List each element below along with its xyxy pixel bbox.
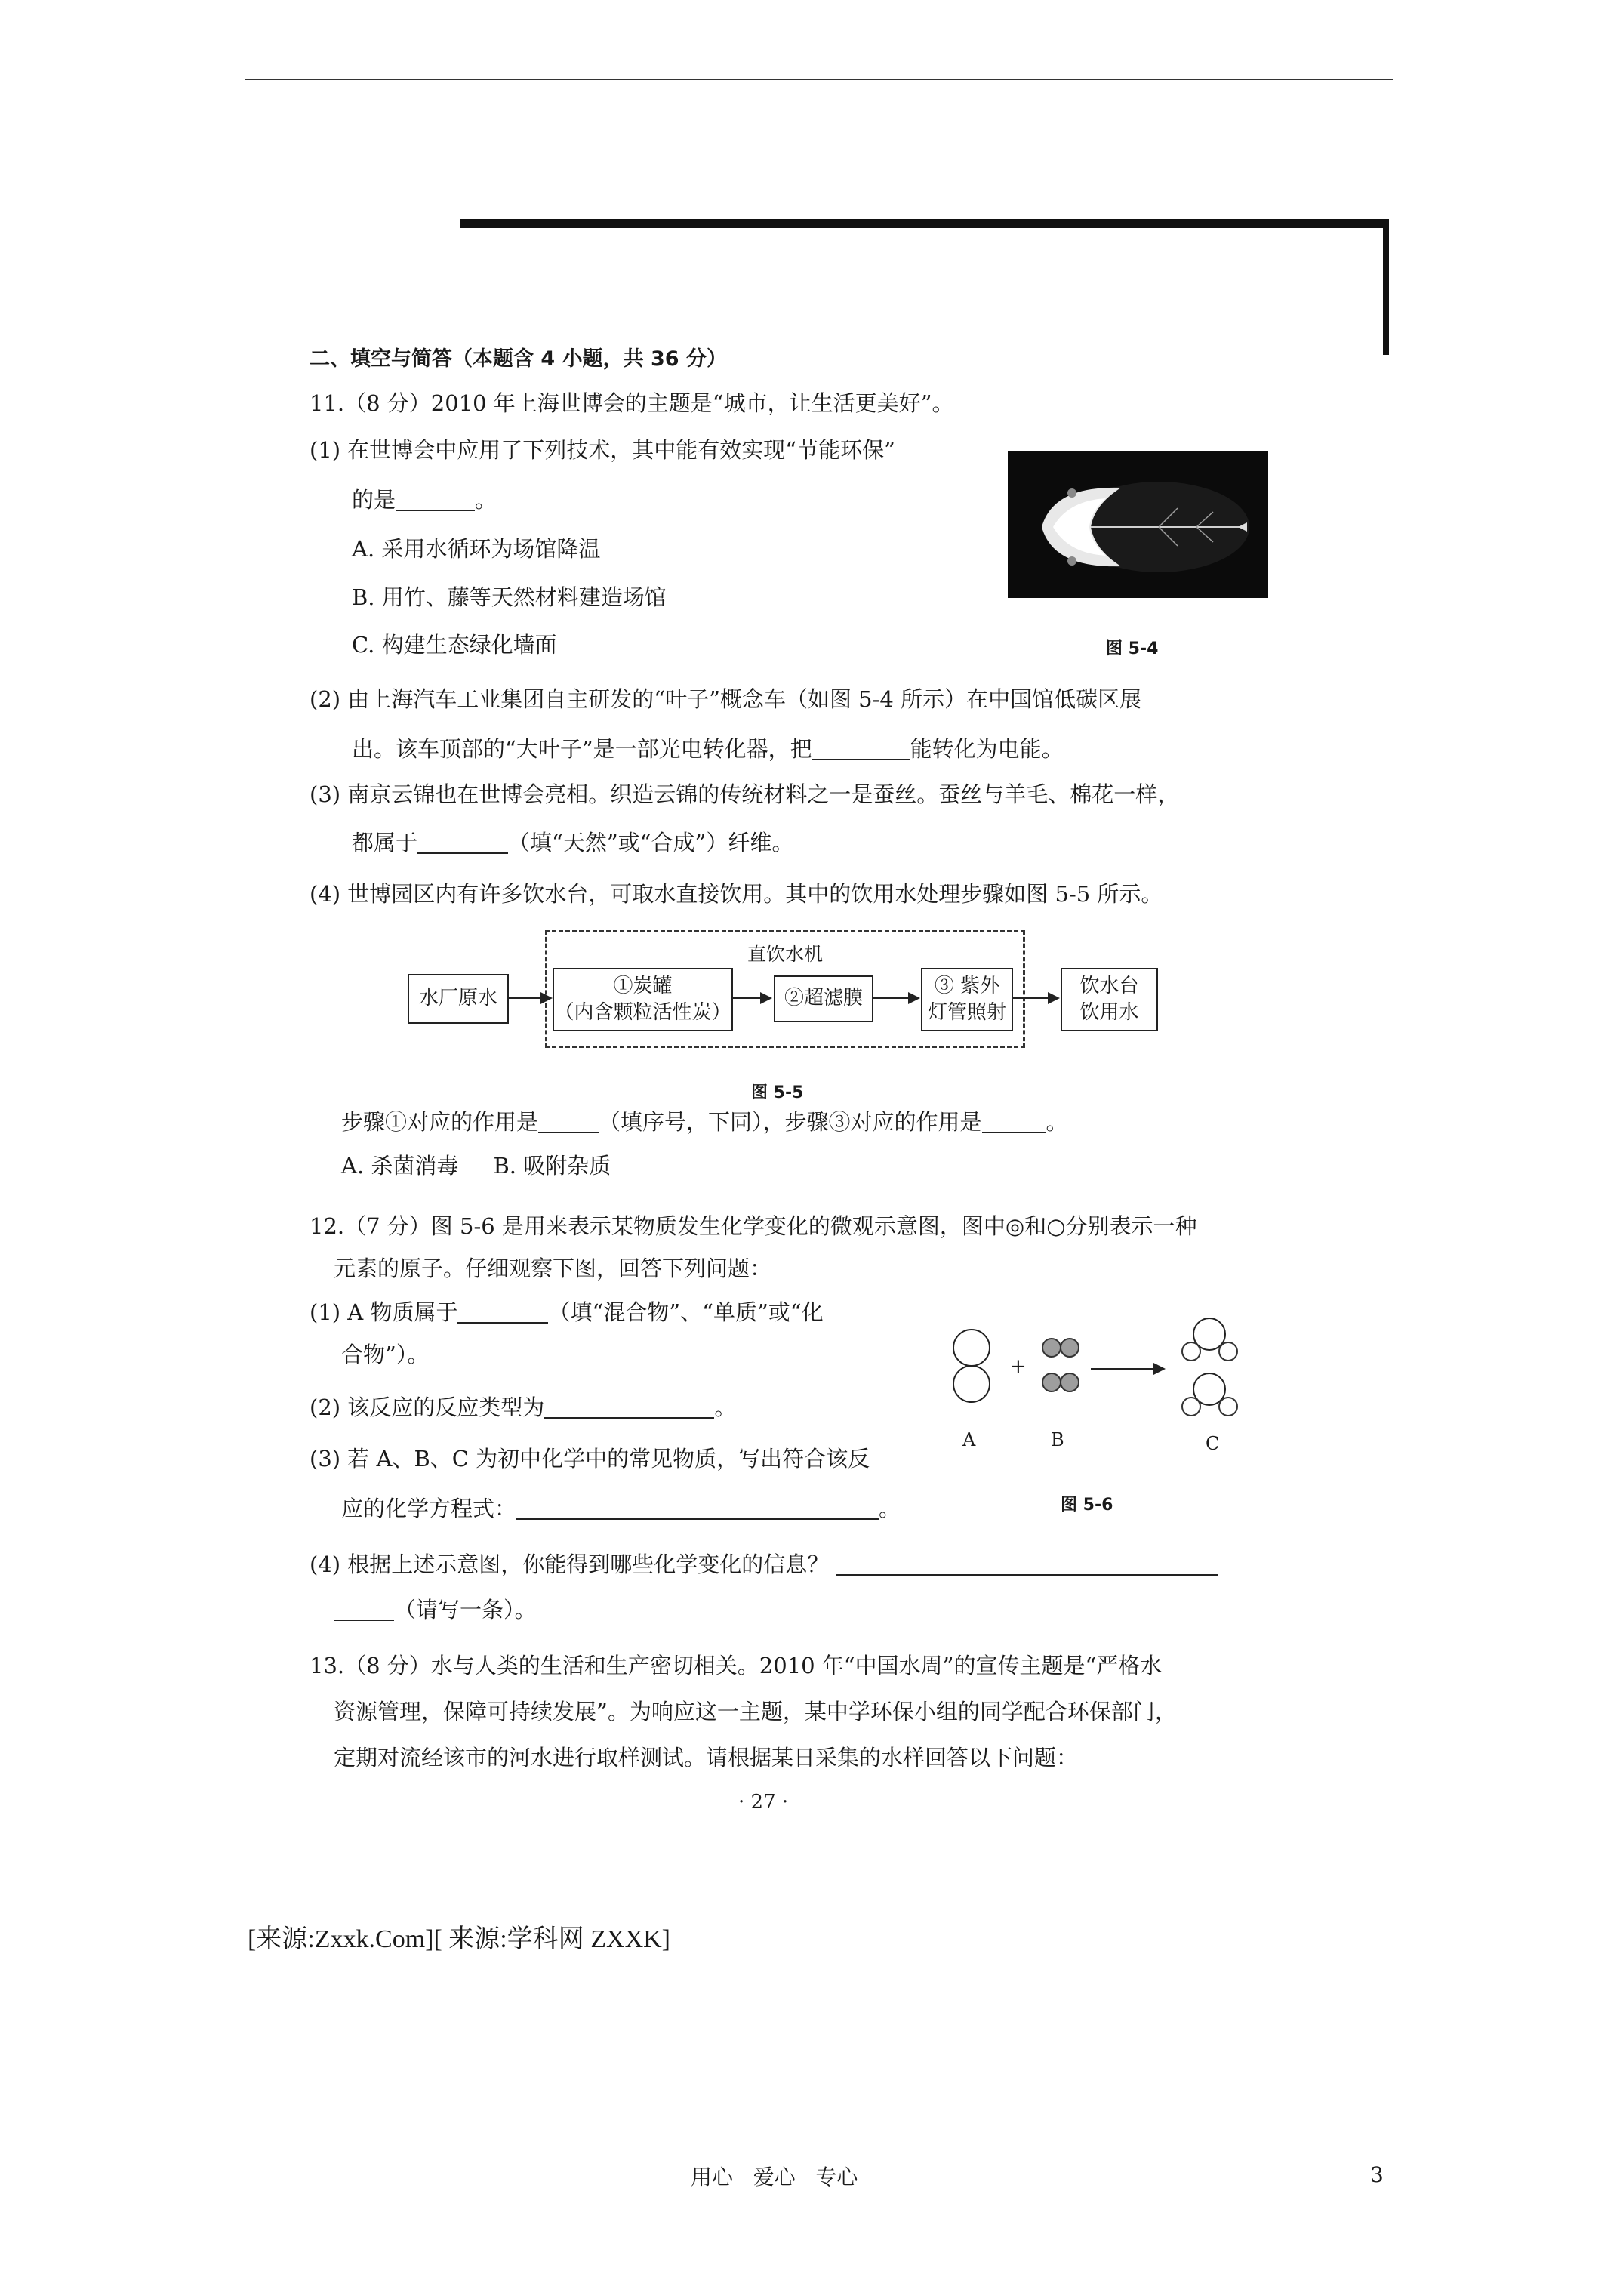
footer-page-number: 3: [1370, 2162, 1384, 2187]
flow-step2-box: ②超滤膜: [774, 975, 873, 1022]
answer-blank[interactable]: [457, 1302, 548, 1324]
q11-part3-line1: (3) 南京云锦也在世博会亮相。织造云锦的传统材料之一是蚕丝。蚕丝与羊毛、棉花一样，: [310, 781, 1180, 807]
concept-car-photo: [1008, 451, 1268, 598]
q11-option-b: B. 用竹、藤等天然材料建造场馆: [352, 584, 667, 610]
q11-option-c: C. 构建生态绿化墙面: [352, 632, 557, 658]
answer-blank[interactable]: [334, 1600, 394, 1621]
q11-stem: 11.（8 分）2010 年上海世博会的主题是“城市，让生活更美好”。: [310, 390, 954, 416]
source-note: [来源:Zxxk.Com][ 来源:学科网 ZXXK]: [248, 1925, 671, 1953]
answer-blank[interactable]: [544, 1398, 714, 1419]
q13-line1: 13.（8 分）水与人类的生活和生产密切相关。2010 年“中国水周”的宣传主题是“严格水: [310, 1653, 1163, 1678]
q11-part1-line1: (1) 在世博会中应用了下列技术，其中能有效实现“节能环保”: [310, 437, 895, 463]
q11-part2-line2: 出。该车顶部的“大叶子”是一部光电转化器，把 能转化为电能。: [352, 736, 1064, 762]
flow-arrow: [1012, 997, 1049, 999]
reaction-arrow: [1091, 1368, 1155, 1370]
q13-line3: 定期对流经该市的河水进行取样测试。请根据某日采集的水样回答以下问题：: [334, 1745, 1079, 1771]
q11-part4-options: A. 杀菌消毒 B. 吸附杂质: [341, 1153, 611, 1179]
q11-part3-line2: 都属于 （填“天然”或“合成”）纤维。: [352, 830, 794, 855]
q11-part2-line1: (2) 由上海汽车工业集团自主研发的“叶子”概念车（如图 5-4 所示）在中国馆低碳区展: [310, 686, 1142, 712]
flow-arrow: [507, 997, 542, 999]
footer-motto: 用心 爱心 专心: [691, 2165, 858, 2190]
q11-part1-line2: 的是 。: [352, 487, 497, 513]
q11-part4-line1: (4) 世博园区内有许多饮水台，可取水直接饮用。其中的饮用水处理步骤如图 5-5 所示。: [310, 881, 1163, 907]
q11-part4-question: 步骤①对应的作用是 （填序号，下同），步骤③对应的作用是 。: [341, 1109, 1068, 1135]
atom-gray: [1042, 1338, 1061, 1358]
flow-arrow: [731, 997, 762, 999]
q12-part1-line1: (1) A 物质属于 （填“混合物”、“单质”或“化: [310, 1299, 824, 1325]
figure-5-5-caption: 图 5-5: [751, 1083, 804, 1102]
q12-part3-line2: 应的化学方程式： 。: [341, 1496, 901, 1521]
atom-small: [1181, 1397, 1201, 1416]
q12-part1-line2: 合物”）。: [341, 1342, 430, 1367]
water-machine-label: 直饮水机: [747, 943, 824, 965]
flow-step1-box: ①炭罐 （内含颗粒活性炭）: [553, 968, 733, 1031]
plus-sign: +: [1010, 1355, 1027, 1378]
answer-blank[interactable]: [836, 1555, 1218, 1576]
answer-blank[interactable]: [396, 490, 475, 511]
atom-gray: [1042, 1373, 1061, 1392]
answer-blank[interactable]: [538, 1112, 599, 1133]
q12-stem-line1: 12.（7 分）图 5-6 是用来表示某物质发生化学变化的微观示意图，图中◎和○分别表示一种: [310, 1213, 1197, 1239]
figure-5-4-caption: 图 5-4: [1106, 639, 1159, 658]
q11-option-a: A. 采用水循环为场馆降温: [352, 536, 601, 562]
scan-border-right: [1383, 219, 1389, 355]
flow-arrowhead: [908, 992, 920, 1004]
label-b: B: [1051, 1429, 1064, 1450]
flow-arrowhead: [540, 992, 553, 1004]
answer-blank[interactable]: [982, 1112, 1046, 1133]
q12-part2: (2) 该反应的反应类型为 。: [310, 1395, 737, 1420]
section-title: 二、填空与简答（本题含 4 小题，共 36 分）: [310, 347, 727, 371]
q12-part4-line2: （请写一条）。: [334, 1599, 537, 1621]
atom-gray: [1060, 1373, 1079, 1392]
label-c: C: [1206, 1433, 1220, 1454]
flow-arrow: [872, 997, 910, 999]
figure-5-6-caption: 图 5-6: [1061, 1496, 1113, 1515]
atom-small: [1181, 1342, 1201, 1361]
flow-output-box: 饮水台 饮用水: [1061, 968, 1158, 1031]
q12-stem-line2: 元素的原子。仔细观察下图，回答下列问题：: [334, 1256, 772, 1281]
answer-blank[interactable]: [516, 1499, 879, 1520]
flow-arrowhead: [760, 992, 772, 1004]
scan-border-top: [460, 219, 1389, 228]
q12-part3-line1: (3) 若 A、B、C 为初中化学中的常见物质，写出符合该反: [310, 1446, 870, 1472]
flow-step3-box: ③ 紫外 灯管照射: [921, 968, 1013, 1031]
q12-part4-line1: (4) 根据上述示意图，你能得到哪些化学变化的信息？: [310, 1554, 1218, 1576]
inner-page-number: · 27 ·: [738, 1791, 789, 1814]
answer-blank[interactable]: [417, 833, 508, 854]
top-rule: [245, 79, 1393, 80]
reaction-arrowhead: [1153, 1363, 1166, 1375]
label-a: A: [962, 1429, 976, 1450]
flow-arrowhead: [1048, 992, 1060, 1004]
atom-small: [1218, 1342, 1238, 1361]
atom-gray: [1060, 1338, 1079, 1358]
atom-small: [1218, 1397, 1238, 1416]
flow-source-box: 水厂原水: [408, 974, 509, 1024]
answer-blank[interactable]: [812, 739, 910, 760]
atom-white: [953, 1365, 990, 1403]
q13-line2: 资源管理，保障可持续发展”。为响应这一主题，某中学环保小组的同学配合环保部门，: [334, 1699, 1177, 1724]
atom-white: [953, 1329, 990, 1367]
